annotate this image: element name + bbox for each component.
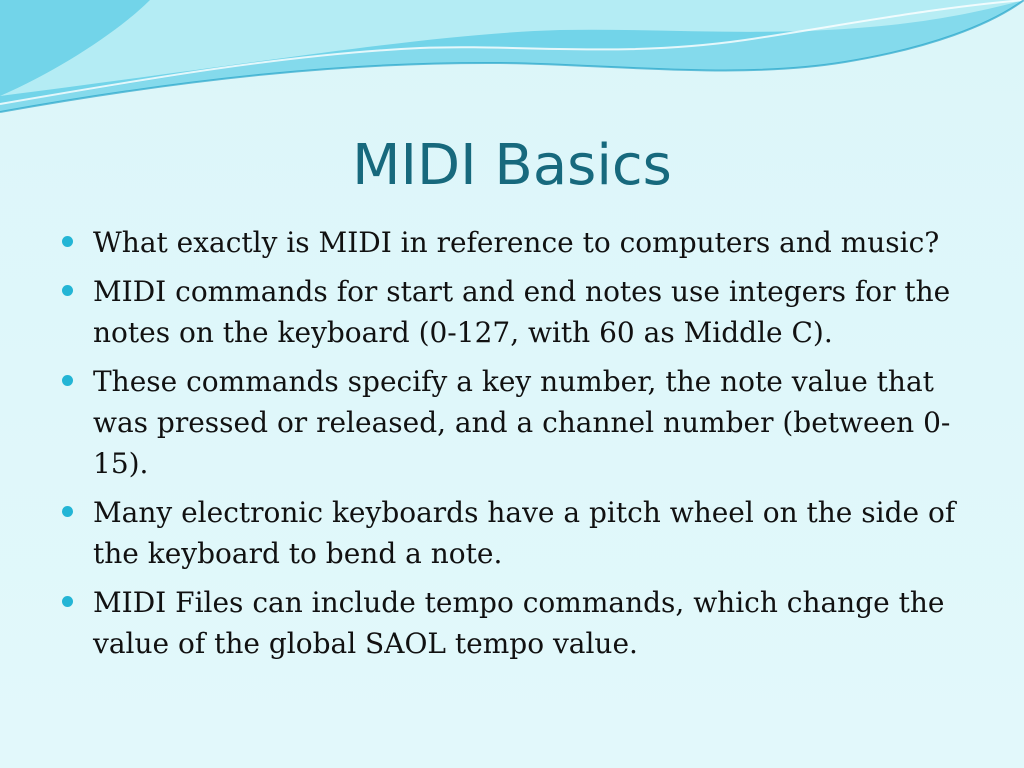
bullet-item-command-details [62, 361, 972, 484]
bullet-item-midi-definition [62, 222, 972, 263]
bullet-list [62, 222, 972, 672]
slide-title: MIDI Basics [352, 133, 672, 198]
bullet-item-pitch-wheel [62, 492, 972, 574]
bullet-dot-icon [62, 506, 73, 517]
bullet-text: These commands specify a key number, the note value that was pressed or released, and a channel number (between 0-15). [93, 365, 951, 480]
bullet-item-tempo-commands [62, 582, 972, 664]
bullet-dot-icon [62, 236, 73, 247]
bullet-item-midi-note-integers [62, 271, 972, 353]
bullet-text: MIDI Files can include tempo commands, which change the value of the global SAOL tempo value. [93, 586, 945, 660]
bullet-dot-icon [62, 285, 73, 296]
bullet-text: What exactly is MIDI in reference to computers and music? [93, 226, 940, 259]
decorative-wave-graphic [0, 0, 1024, 120]
bullet-text: MIDI commands for start and end notes use integers for the notes on the keyboard (0-127, with 60 as Middle C). [93, 275, 951, 349]
bullet-dot-icon [62, 375, 73, 386]
bullet-dot-icon [62, 596, 73, 607]
bullet-text: Many electronic keyboards have a pitch wheel on the side of the keyboard to bend a note. [93, 496, 956, 570]
